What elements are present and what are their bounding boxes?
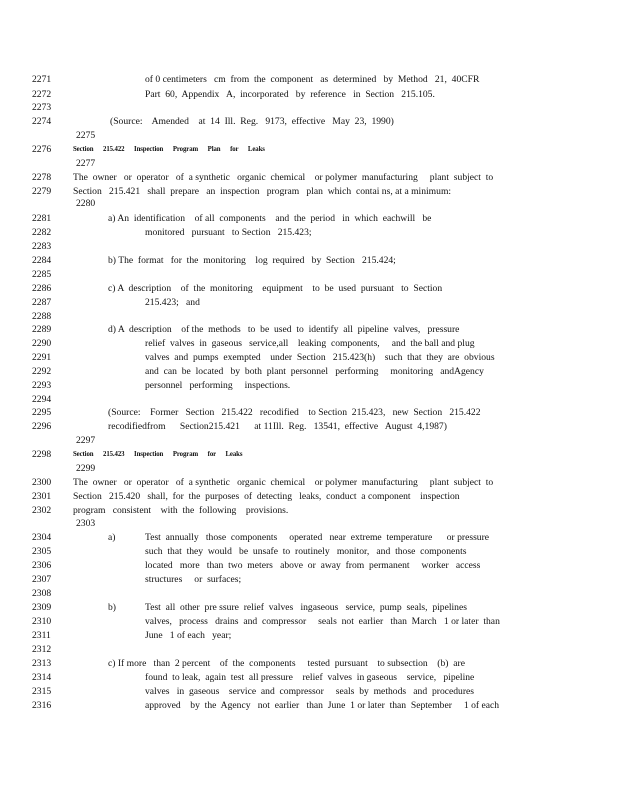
document-line xyxy=(0,337,618,350)
line-number: 2313 xyxy=(32,658,52,669)
section-heading: Section 215.423 Inspection Program for Leaks xyxy=(73,451,243,458)
document-line xyxy=(0,643,618,656)
line-number: 2314 xyxy=(32,672,52,683)
document-line xyxy=(0,657,618,670)
line-text: structures or surfaces; xyxy=(145,574,242,585)
document-line xyxy=(0,101,618,114)
line-text: Section 215.420 shall, for the purposes of detecting leaks, conduct a component inspection xyxy=(73,491,460,502)
line-text: The owner or operator of a synthetic organic chemical or polymer manufacturing plant subject to xyxy=(73,172,494,183)
inline-line-number: 2299 xyxy=(76,463,96,474)
line-number: 2309 xyxy=(32,602,52,613)
line-number: 2286 xyxy=(32,283,52,294)
line-number: 2278 xyxy=(32,172,52,183)
document-line xyxy=(0,351,618,364)
document-line xyxy=(0,73,618,86)
line-number: 2272 xyxy=(32,89,52,100)
document-line xyxy=(0,434,618,447)
inline-line-number: 2275 xyxy=(76,130,96,141)
document-line xyxy=(0,671,618,684)
document-line xyxy=(0,365,618,378)
line-number: 2302 xyxy=(32,505,52,516)
line-text: b) The format for the monitoring log required by Section 215.424; xyxy=(108,255,396,266)
document-line xyxy=(0,393,618,406)
line-text: 215.423; and xyxy=(145,297,200,308)
document-line xyxy=(0,254,618,267)
line-number: 2282 xyxy=(32,227,52,238)
document-line xyxy=(0,323,618,336)
line-text: program consistent with the following provisions. xyxy=(73,505,289,516)
line-number: 2296 xyxy=(32,421,52,432)
document-line xyxy=(0,587,618,600)
line-number: 2310 xyxy=(32,616,52,627)
line-number: 2293 xyxy=(32,380,52,391)
line-number: 2289 xyxy=(32,324,52,335)
document-line xyxy=(0,379,618,392)
line-number: 2294 xyxy=(32,394,52,405)
line-number: 2274 xyxy=(32,116,52,127)
line-number: 2315 xyxy=(32,686,52,697)
document-line xyxy=(0,699,618,712)
list-marker: a) xyxy=(108,532,116,543)
line-text: c) If more than 2 percent of the components tested pursuant to subsection (b) are xyxy=(108,658,465,669)
inline-line-number: 2277 xyxy=(76,158,96,169)
document-line xyxy=(0,545,618,558)
document-line xyxy=(0,517,618,530)
line-number: 2300 xyxy=(32,477,52,488)
document-line xyxy=(0,448,618,461)
line-text: Test all other pre ssure relief valves ingaseous service, pump seals, pipelines xyxy=(145,602,467,613)
document-line xyxy=(0,629,618,642)
line-number: 2273 xyxy=(32,102,52,113)
document-line xyxy=(0,310,618,323)
document-line xyxy=(0,129,618,142)
document-line xyxy=(0,240,618,253)
line-text: approved by the Agency not earlier than June 1 or later than September 1 of each xyxy=(145,700,500,711)
document-line xyxy=(0,531,618,544)
document-line xyxy=(0,88,618,101)
document-line xyxy=(0,157,618,170)
line-text: valves and pumps exempted under Section 215.423(h) such that they are obvious xyxy=(145,352,495,363)
line-number: 2279 xyxy=(32,186,52,197)
line-text: valves, process drains and compressor seals not earlier than March 1 or later than xyxy=(145,616,500,627)
line-text: valves in gaseous service and compressor seals by methods and procedures xyxy=(145,686,475,697)
line-text: The owner or operator of a synthetic organic chemical or polymer manufacturing plant subject to xyxy=(73,477,494,488)
document-line xyxy=(0,615,618,628)
line-text: Section 215.421 shall prepare an inspection program plan which contai ns, at a minimum: xyxy=(73,186,452,197)
document-line xyxy=(0,406,618,419)
line-text: recodifiedfrom Section215.421 at 11Ill. Reg. 13541, effective August 4,1987) xyxy=(108,421,447,432)
line-text: (Source: Former Section 215.422 recodified to Section 215.423, new Section 215.422 xyxy=(108,407,481,418)
document-line xyxy=(0,504,618,517)
line-number: 2285 xyxy=(32,269,52,280)
document-line xyxy=(0,476,618,489)
document-line xyxy=(0,420,618,433)
line-number: 2284 xyxy=(32,255,52,266)
list-marker: b) xyxy=(108,602,116,613)
line-text: Test annually those components operated near extreme temperature or pressure xyxy=(145,532,490,543)
line-text: such that they would be unsafe to routinely monitor, and those components xyxy=(145,546,467,557)
line-number: 2308 xyxy=(32,588,52,599)
line-text: relief valves in gaseous service,all leaking components, and the ball and plug xyxy=(145,338,475,349)
line-text: a) An identification of all components and the period in which eachwill be xyxy=(108,213,432,224)
document-line xyxy=(0,296,618,309)
line-text: of 0 centimeters cm from the component as determined by Method 21, 40CFR xyxy=(145,74,480,85)
line-text: Part 60, Appendix A, incorporated by reference in Section 215.105. xyxy=(145,89,435,100)
line-number: 2283 xyxy=(32,241,52,252)
line-number: 2301 xyxy=(32,491,52,502)
line-number: 2312 xyxy=(32,644,52,655)
line-text: d) A description of the methods to be used to identify all pipeline valves, pressure xyxy=(108,324,460,335)
line-number: 2307 xyxy=(32,574,52,585)
line-number: 2276 xyxy=(32,144,52,155)
line-number: 2290 xyxy=(32,338,52,349)
line-number: 2316 xyxy=(32,700,52,711)
line-text: monitored pursuant to Section 215.423; xyxy=(145,227,312,238)
line-number: 2288 xyxy=(32,311,52,322)
line-number: 2306 xyxy=(32,560,52,571)
line-number: 2305 xyxy=(32,546,52,557)
line-number: 2281 xyxy=(32,213,52,224)
inline-line-number: 2297 xyxy=(76,435,96,446)
document-line xyxy=(0,462,618,475)
line-number: 2304 xyxy=(32,532,52,543)
document-line xyxy=(0,490,618,503)
inline-line-number: 2303 xyxy=(76,518,96,529)
document-line xyxy=(0,226,618,239)
document-line xyxy=(0,197,618,210)
document-line xyxy=(0,115,618,128)
inline-line-number: 2280 xyxy=(76,198,96,209)
line-number: 2311 xyxy=(32,630,51,641)
line-text: c) A description of the monitoring equipment to be used pursuant to Section xyxy=(108,283,443,294)
section-heading: Section 215.422 Inspection Program Plan for Leaks xyxy=(73,146,265,153)
line-number: 2271 xyxy=(32,74,52,85)
document-line xyxy=(0,212,618,225)
line-number: 2295 xyxy=(32,407,52,418)
document-line xyxy=(0,685,618,698)
document-line xyxy=(0,282,618,295)
line-text: personnel performing inspections. xyxy=(145,380,291,391)
line-number: 2292 xyxy=(32,366,52,377)
line-number: 2291 xyxy=(32,352,52,363)
line-number: 2287 xyxy=(32,297,52,308)
document-line xyxy=(0,559,618,572)
document-line xyxy=(0,268,618,281)
line-text: (Source: Amended at 14 Ill. Reg. 9173, effective May 23, 1990) xyxy=(110,116,394,127)
document-line xyxy=(0,171,618,184)
line-text: located more than two meters above or away from permanent worker access xyxy=(145,560,481,571)
line-text: June 1 of each year; xyxy=(145,630,232,641)
document-line xyxy=(0,573,618,586)
document-line xyxy=(0,143,618,156)
document-line xyxy=(0,601,618,614)
line-number: 2298 xyxy=(32,449,52,460)
line-text: and can be located by both plant personnel performing monitoring andAgency xyxy=(145,366,484,377)
line-text: found to leak, again test all pressure relief valves in gaseous service, pipeline xyxy=(145,672,475,683)
